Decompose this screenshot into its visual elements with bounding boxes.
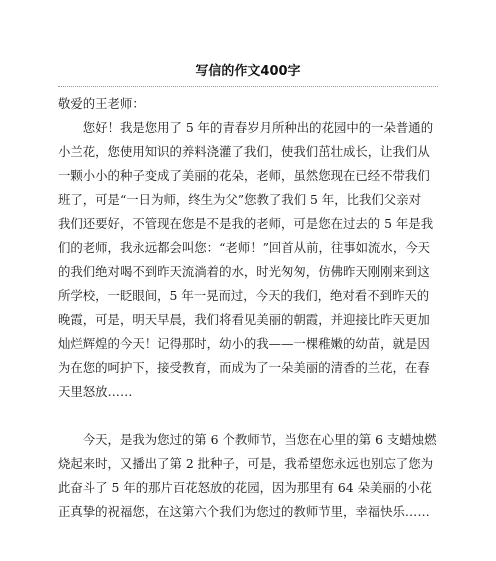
- text-line: 天里怒放……: [58, 384, 133, 399]
- text-line: 您好！我是您用了 5 年的青春岁月所种出的花园中的一朵普通的: [58, 120, 434, 135]
- paragraph-2: [58, 428, 438, 524]
- text-line: 班了，可是“一日为师，终生为父”您教了我们 5 年，比我们父亲对: [58, 192, 421, 207]
- title-divider: [58, 86, 438, 87]
- text-line: 晚霞，可是，明天早晨，我们将看见美丽的朝霞，并迎接比昨天更加: [58, 312, 430, 327]
- text-line: 今天，是我为您过的第 6 个教师节，当您在心里的第 6 支蜡烛燃: [58, 432, 437, 447]
- text-line: 为在您的呵护下，接受教育，而成为了一朵美丽的清香的兰花，在春: [58, 360, 430, 375]
- text-line: 灿烂辉煌的今天！记得那时，幼小的我——一棵稚嫩的幼苗，就是因: [58, 336, 430, 351]
- text-line: 一颗小小的种子变成了美丽的花朵，老师，虽然您现在已经不带我们: [58, 168, 430, 183]
- text-line: 正真挚的祝福您，在这第六个我们为您过的教师节里，幸福快乐……: [58, 504, 430, 519]
- letter-greeting: 敬爱的王老师：: [58, 96, 145, 111]
- document-title: 写信的作文400字: [195, 64, 301, 79]
- text-line: 的我们绝对喝不到昨天流淌着的水，时光匆匆，仿佛昨天刚刚来到这: [58, 264, 430, 279]
- letter-body: [58, 92, 438, 524]
- paragraph-1: [58, 116, 438, 404]
- text-line: 烧起来时，又播出了第 2 批种子，可是，我希望您永远也别忘了您为: [58, 456, 434, 471]
- paragraph-gap: [58, 404, 438, 428]
- text-line: 所学校，一眨眼间，5 年一晃而过，今天的我们，绝对看不到昨天的: [58, 288, 430, 303]
- text-line: 小兰花，您使用知识的养料浇灌了我们，使我们茁壮成长，让我们从: [58, 144, 430, 159]
- text-line: 们的老师，我永远都会叫您：“老师！”回首从前，往事如流水，今天: [58, 240, 430, 255]
- text-line: 我们还要好，不管现在您是不是我的老师，可是您在过去的 5 年是我: [58, 216, 434, 231]
- text-line: 此奋斗了 5 年的那片百花怒放的花园，因为那里有 64 朵美丽的小花: [58, 480, 432, 495]
